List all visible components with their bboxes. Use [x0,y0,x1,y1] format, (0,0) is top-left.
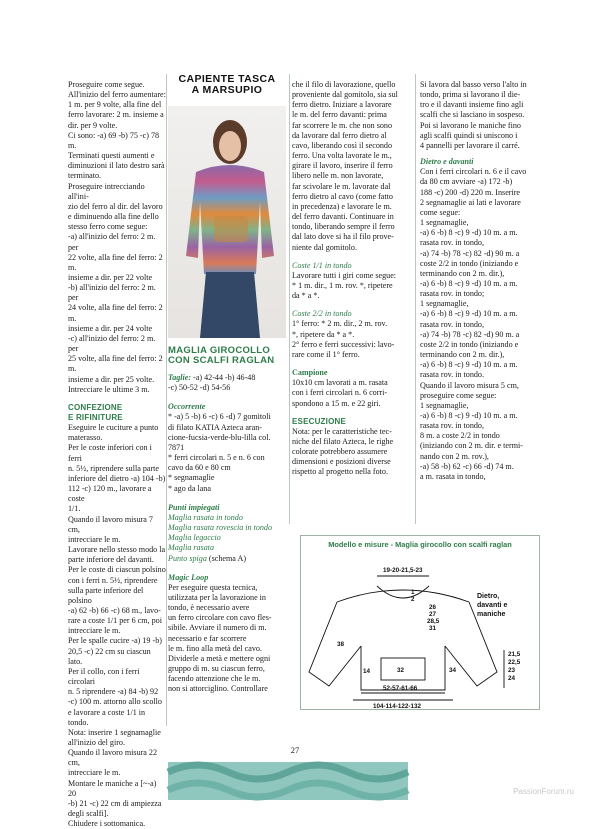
stitch-name: Maglia rasata in tondo [168,512,243,522]
text-line: ferro. Una volta lavorate le m., [292,151,392,161]
rib22-label: Coste 2/2 in tondo [292,309,352,319]
sizes-value: -c) 50-52 -d) 54-56 [168,383,231,393]
text-line: 1 segnamaglie, [420,218,469,228]
column-rule [289,74,290,524]
text-line: libero nelle m. non lavorate, [292,171,384,181]
text-line: Chiudere i sottomanica. [68,819,146,829]
neck-width-measure: 19-20-21,5-23 [383,567,423,574]
text-line: rasata rov. in tondo, [420,319,484,329]
text-line: le m. fino alla metà del cavo. [168,643,262,653]
text-line: proveniente dal gomitolo, sia sul [292,90,398,100]
text-line: 20,5 -c) 22 cm su ciascun lato. [68,646,151,666]
text-line: dimensioni e posizioni diverse [292,457,391,467]
text-line: Montare le maniche a [~-a) 20 [68,778,157,798]
stitch-item [168,543,286,553]
text-line: -a) 6 -b) 8 -c) 9 -d) 10 m. a m. [420,228,518,238]
column-2 [168,74,286,96]
heading-confezione: CONFEZIONE E RIFINITURE [68,402,123,422]
text-line: Ci sono: -a) 69 -b) 75 -c) 78 m. [68,130,160,150]
text-line: con i ferri circolari n. 6 corri- [292,388,388,398]
stitch-name: Punto spiga [168,553,207,563]
text-line: sulla parte inferiore del polsino [68,585,144,605]
text-line: intrecciare le m. [68,768,121,778]
text-line: all'inizio del giro. [68,738,125,747]
text-line: niente dal gomitolo. [292,242,357,252]
neck-depth-measure: 2 [411,596,415,603]
knit-swatch-image [168,762,408,800]
text-line: 1 segnamaglie, [420,299,469,309]
text-line: ferro dietro. Iniziare a lavorare [292,100,392,110]
text-line: parte inferiore del davanti. [68,555,154,565]
text-line: 1 segnamaglie, [420,400,469,410]
text-line: del ferro davanti. Continuare in [292,212,394,222]
rib11-label: Coste 1/1 in tondo [292,260,352,270]
text-line: -c) 100 m. attorno allo scollo [68,697,162,707]
text-line: dir. per 9 volte. [68,120,118,130]
gauge-label: Campione [292,368,328,378]
text-line: * -a) 5 -b) 6 -c) 6 -d) 7 gomitoli [168,412,271,422]
text-line: con i ferri n. 5½, riprendere [68,575,158,585]
column-rule [415,74,416,524]
text-line: tondo, prima si lavorano il die- [420,90,521,100]
text-line: da 80 cm avviare -a) 172 -b) [420,177,513,187]
text-line: -a) 58 -b) 62 -c) 66 -d) 74 m. [420,461,514,471]
execution-note [292,427,412,478]
text-line: ferro dietro al cavo (come fatto [292,191,393,201]
column-rule [166,74,167,726]
text-line: * ferri circolari n. 5 e n. 6 con [168,453,265,463]
text-line: a m. rasata in tondo, [420,471,486,481]
text-line: colorate potrebbero assumere [292,447,388,457]
text-line: insieme a dir. per 24 volte [68,323,153,333]
text-line: insieme a dir. per 22 volte [68,272,153,282]
stitch-chart-ref: (schema A) [206,553,247,563]
back-front-label: Dietro e davanti [420,157,474,167]
text-line: da lavorare dal ferro dietro al [292,130,387,140]
text-line: cavo, liberando così il secondo [292,140,393,150]
piece-label: Dietro, [477,593,500,600]
width-measure: 52-57-61-66 [383,685,418,692]
text-line: terminato. [68,171,102,181]
text-line: tondo, liberando sempre il ferro [292,222,395,232]
text-line: e lavorare a coste 1/1 in tondo. [68,707,146,727]
text-line: Per eseguire questa tecnica, [168,582,258,592]
text-line: proseguire come segue: [420,390,497,400]
text-line: All'inizio del ferro aumentare: [68,90,166,100]
sleeve-width-measure: 23 [508,667,516,674]
stitch-item [168,533,286,543]
text-line: un ferro circolare con cavo fles- [168,613,272,623]
text-line: 188 -c) 200 -d) 220 m. Inserire [420,187,521,197]
diagram-title: Modello e misure - Maglia girocollo con scalfi raglan [328,540,512,549]
page-number: 27 [290,745,300,755]
pocket-width-measure: 32 [397,667,405,674]
text-line: intrecciare le m. [68,626,121,636]
pocket-height-measure: 14 [363,668,371,675]
text-line: cione-fucsia-verde-blu-lilla col. [168,432,271,442]
text-line: n. 5 riprendere -a) 84 -b) 92 [68,687,159,697]
text-line: non si attorciglino. Controllare [168,684,268,694]
instructions-continued [68,80,166,395]
text-line: Per le spalle cucire -a) 19 -b) [68,636,162,646]
text-line: -b) all'inizio del ferro: 2 m. per [68,283,156,303]
raglan-measure: 26 [429,604,437,611]
stitch-item [168,523,286,533]
text-line: rispetto al progetto nella foto. [292,467,388,477]
magic-loop-text [168,583,286,695]
text-line: 24 volte, alla fine del ferro: 2 m. [68,303,163,323]
neck-depth-measure: 1 [411,589,415,596]
text-line: rasata rov. in tondo, [420,238,484,248]
rib22-text [292,319,412,360]
text-line: Eseguire le cuciture a punto [68,423,159,433]
piece-label: davanti e [477,602,508,609]
text-line: Quando il lavoro misura 7 cm, [68,514,153,534]
text-line: insieme a dir. per 25 volte. [68,374,155,384]
text-line: Quando il lavoro misura 22 cm, [68,748,158,768]
text-line: degli scalfi]. [68,809,109,819]
raglan-measure: 31 [429,625,437,632]
stitch-item [168,554,286,564]
model-photo [168,106,286,338]
piece-label: maniche [477,611,506,618]
magic-loop-label: Magic Loop [168,572,209,582]
text-line: *, ripetere da * a *. [292,329,355,339]
text-line: 8 m. a coste 2/2 in tondo [420,431,500,441]
sweater-specs [168,346,286,695]
execution-heading: ESECUZIONE [292,416,347,426]
text-line: Intrecciare le ultime 3 m. [68,384,150,394]
body-height-measure: 34 [449,667,457,674]
text-line: zio del ferro al dir. del lavoro [68,201,163,211]
sizes-label: Taglie: [168,373,192,382]
magic-loop-continued [292,80,412,253]
construction-text [420,80,532,151]
text-line: rasata rov. in tondo, [420,421,484,431]
text-line: rasata rov. in tondo. [420,370,484,380]
text-line: stesso ferro come segue: [68,222,148,232]
text-line: Dividerle a metà e mettere ogni [168,653,271,663]
text-line: -a) 74 -b) 78 -c) 82 -d) 90 m. a [420,248,520,258]
text-line: Poi si lavorano le maniche fino [420,120,521,130]
text-line: ferro lavorare: 2 m. insieme a [68,110,164,120]
text-line: 1° ferro: * 2 m. dir., 2 m. rov. [292,319,388,329]
text-line: 7871 [168,442,185,452]
text-line: 4 pannelli per lavorare il carré. [420,140,520,150]
column-4 [420,80,532,482]
sleeve-width-measure: 24 [508,675,516,682]
text-line: utilizzata per la lavorazione in [168,592,266,602]
text-line: Nota: inserire 1 segnamaglie [68,727,161,737]
text-line: diminuzioni il lato destro sarà [68,161,165,171]
text-line: cavo da 60 e 80 cm [168,463,231,473]
text-line: -b) 21 -c) 22 cm di ampiezza [68,798,162,808]
text-line: 10x10 cm lavorati a m. rasata [292,378,388,388]
raglan-measure: 28,5 [427,618,440,625]
text-line: -a) 62 -b) 66 -c) 68 m., lavo- [68,605,161,615]
text-line: di filato KATIA Azteca aran- [168,422,262,432]
text-line: * segnamaglie [168,473,215,483]
text-line: Lavorare tutti i giri come segue: [292,270,397,280]
text-line: che il filo di lavorazione, quello [292,80,396,89]
text-line: sibile. Avviare il numero di m. [168,623,267,633]
text-line: Lavorare nello stesso modo la [68,545,166,555]
watermark: PassionForum.ru [513,787,574,796]
text-line: Con i ferri circolari n. 6 e il cavo [420,167,527,177]
text-line: in precedenza) e lavorare le m. [292,201,392,211]
photo-caption-title: CAPIENTE TASCA A MARSUPIO [178,73,276,96]
stitch-name: Maglia legaccio [168,533,221,543]
materials-label: Occorrente [168,402,206,412]
stitch-item [168,513,286,523]
text-line: 25 volte, alla fine del ferro: 2 m. [68,354,163,374]
materials-list [168,412,286,493]
text-line: spondono a 15 m. e 22 giri. [292,398,381,408]
text-line: -a) 6 -b) 8 -c) 9 -d) 10 m. a m. [420,360,518,370]
text-line: Nota: per le caratteristiche tec- [292,426,392,436]
text-line: Per le coste inferiori con i ferri [68,443,152,463]
schematic-diagram [300,535,540,710]
text-line: niche del filato Azteca, le righe [292,437,394,446]
text-line: nando con 2 m. rov.), [420,451,489,461]
sweater-title: MAGLIA GIROCOLLO CON SCALFI RAGLAN [168,345,275,366]
text-line: materasso. [68,433,103,443]
sleeve-width-measure: 21,5 [508,651,521,658]
text-line: 22 volte, alla fine del ferro: 2 m. [68,252,163,272]
stitch-name: Maglia rasata [168,543,215,553]
sleeve-length-measure: 38 [337,641,345,648]
text-line: rasata rov. in tondo; [420,289,485,299]
text-line: Per le coste di ciascun polsino [68,565,166,575]
gauge-text [292,378,412,408]
column-3 [292,80,412,478]
stitches-label: Punti impiegati [168,502,220,512]
text-line: n. 5½, riprendere sulla parte [68,463,160,473]
text-line: -a) 6 -b) 8 -c) 9 -d) 10 m. a m. [420,309,518,319]
text-line: inferiore del dietro -a) 104 -b) [68,473,166,483]
text-line: e diminuendo alla fine dello [68,212,159,222]
text-line: facendo attenzione che le m. [168,674,261,684]
text-line: Proseguire intrecciando all'ini- [68,181,145,201]
sleeve-width-measure: 22,5 [508,659,521,666]
text-line: girare il lavoro, inserire il ferro [292,161,393,171]
text-line: -a) 6 -b) 8 -c) 9 -d) 10 m. a m. [420,411,518,420]
text-line: tro e il davanti insieme fino agli [420,100,524,110]
text-line: -a) 6 -b) 8 -c) 9 -d) 10 m. a m. [420,278,518,288]
text-line: coste 2/2 in tondo (iniziando e [420,339,519,349]
text-line: 2° ferro e ferri successivi: lavo- [292,339,395,349]
rib11-text [292,271,412,301]
text-line: * 1 m. dir., 1 m. rov. *, ripetere [292,280,393,290]
text-line: dal lato dove si ha il filo prove- [292,232,394,242]
text-line: le m. del ferro davanti: prima [292,110,387,120]
text-line: Terminati questi aumenti e [68,151,155,161]
text-line: -c) all'inizio del ferro: 2 m. per [68,333,156,354]
text-line: * ago da lana [168,483,211,493]
text-line: intrecciare le m. [68,534,121,544]
text-line: 1 m. per 9 volte, alla fine del [68,100,162,110]
text-line: rare come il 1° ferro. [292,349,360,359]
text-line: Proseguire come segue. [68,80,145,89]
circumference-measure: 104-114-122-132 [373,703,421,710]
sizes-value: -a) 42-44 -b) 46-48 [193,373,256,382]
text-line: necessario e far scorrere [168,633,247,643]
back-front-text [420,167,532,482]
text-line: terminando con 2 m. dir.), [420,268,505,278]
text-line: -a) all'inizio del ferro: 2 m. per [68,232,156,252]
raglan-measure: 27 [429,611,437,618]
finishing-instructions [68,423,166,829]
text-line: 2 segnamaglie ai lati e lavorare [420,197,521,207]
text-line: Per il collo, con i ferri circolari [68,666,140,687]
text-line: Quando il lavoro misura 5 cm, [420,380,519,390]
text-line: gruppo di m. su ciascun ferro, [168,664,265,674]
text-line: far scorrere le m. che non sono [292,120,393,130]
text-line: agli scalfi quindi si uniscono i [420,130,518,140]
text-line: tondo, è necessario avere [168,603,250,613]
stitch-name: Maglia rasata rovescia in tondo [168,523,273,533]
text-line: coste 2/2 in tondo (iniziando e [420,258,519,268]
text-line: rare a coste 1/1 per 6 cm, poi [68,616,162,626]
text-line: da * a *. [292,291,320,301]
stitches-list [168,513,286,564]
text-line: Si lavora dal basso verso l'alto in [420,80,527,89]
column-1 [68,80,166,829]
text-line: far scivolare le m. lavorate dal [292,181,391,191]
text-line: terminando con 2 m. dir.), [420,350,505,360]
text-line: come segue: [420,207,461,217]
text-line: -a) 74 -b) 78 -c) 82 -d) 90 m. a [420,329,520,339]
text-line: scalfi che si lasciano in sospeso. [420,110,525,120]
text-line: (iniziando con 2 m. dir. e termi- [420,441,523,451]
text-line: 1/1. [68,504,81,514]
text-line: 112 -c) 120 m., lavorare a coste [68,484,152,504]
